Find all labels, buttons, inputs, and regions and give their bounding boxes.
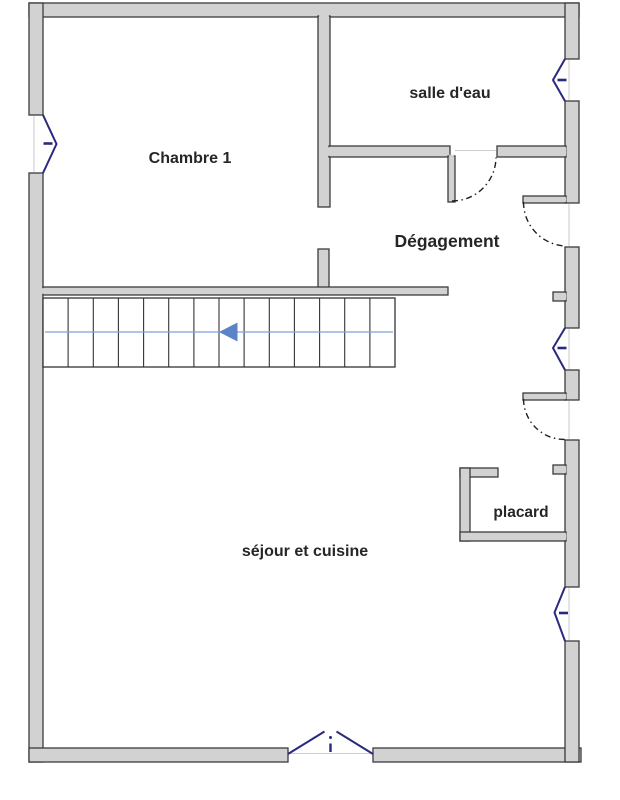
room-label-sejour-et-cuisine: séjour et cuisine [241, 543, 369, 560]
wall-right-3 [565, 247, 579, 328]
door-arc-sejour [524, 399, 566, 440]
wall-left-upper [29, 3, 43, 115]
window-top-right-icon [553, 59, 567, 101]
wall-top [29, 3, 579, 17]
window-bottom-right-icon [555, 587, 569, 641]
door-arc-degagement [524, 202, 566, 246]
wall-placard-bottom [460, 532, 566, 541]
door-arc-salle-deau [452, 158, 496, 202]
room-label-chambre-1: Chambre 1 [148, 150, 232, 167]
wall-divider-chambre [318, 16, 330, 207]
door-leaf-sejour [523, 393, 566, 400]
wall-right-4 [565, 370, 579, 400]
wall-right-2 [565, 101, 579, 203]
room-label-salle-d-eau: salle d'eau [409, 85, 491, 102]
wall-right-6 [565, 641, 579, 762]
wall-salle-deau-bottom-right [497, 146, 566, 157]
wall-bottom-left [29, 748, 288, 762]
room-label-degagement: Dégagement [394, 231, 500, 251]
wall-left-lower [29, 173, 43, 762]
wall-right-5 [565, 440, 579, 587]
wall-bottom-right [373, 748, 581, 762]
door-leaf-degagement [523, 196, 566, 203]
staircase [43, 298, 395, 367]
opening-threshold-lines [34, 60, 569, 754]
wall-placard-left [460, 468, 470, 541]
door-leaf-salle-deau [448, 156, 455, 202]
room-label-placard: placard [493, 504, 549, 521]
window-left-icon [43, 115, 57, 173]
walls [29, 3, 581, 762]
wall-stairs-top [43, 287, 448, 295]
entry-door-icon [288, 732, 373, 755]
window-mid-right-icon [553, 328, 567, 370]
wall-salle-deau-bottom-left [329, 146, 450, 157]
